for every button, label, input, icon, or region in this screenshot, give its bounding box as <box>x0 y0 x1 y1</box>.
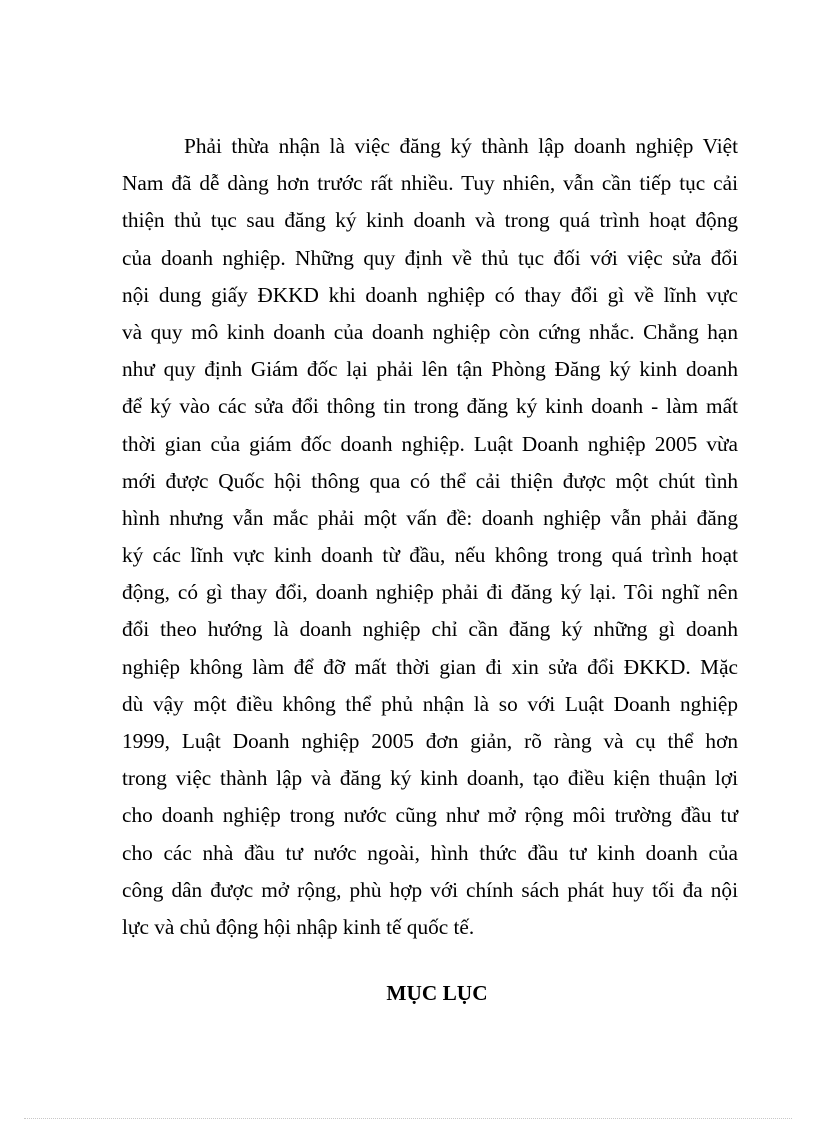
page-bottom-divider <box>24 1118 792 1119</box>
paragraph-line: công dân được mở rộng, phù hợp với chính sách phát huy tối đa nội <box>122 877 738 902</box>
paragraph-line: ký các lĩnh vực kinh doanh từ đầu, nếu không trong quá trình hoạt <box>122 543 738 568</box>
paragraph-line: 1999, Luật Doanh nghiệp 2005 đơn giản, rõ ràng và cụ thể hơn <box>122 729 738 753</box>
toc-heading: MỤC LỤC <box>386 981 488 1005</box>
paragraph-line: để ký vào các sửa đổi thông tin trong đăng ký kinh doanh - làm mất <box>122 394 738 419</box>
paragraph-line: hình nhưng vẫn mắc phải một vấn đề: doanh nghiệp vẫn phải đăng <box>122 505 738 530</box>
paragraph-line: thiện thủ tục sau đăng ký kinh doanh và trong quá trình hoạt động <box>122 208 738 233</box>
paragraph-line: lực và chủ động hội nhập kinh tế quốc tế. <box>122 914 475 939</box>
body-paragraph <box>122 128 738 946</box>
paragraph-line: nghiệp không làm để đỡ mất thời gian đi xin sửa đổi ĐKKD. Mặc <box>122 654 738 679</box>
paragraph-line: và quy mô kinh doanh của doanh nghiệp còn cứng nhắc. Chẳng hạn <box>122 319 738 344</box>
paragraph-line: động, có gì thay đổi, doanh nghiệp phải đi đăng ký lại. Tôi nghĩ nên <box>122 580 738 605</box>
paragraph-line: cho các nhà đầu tư nước ngoài, hình thức đầu tư kinh doanh của <box>122 840 738 865</box>
paragraph-line: Nam đã dễ dàng hơn trước rất nhiều. Tuy nhiên, vẫn cần tiếp tục cải <box>122 171 738 196</box>
paragraph-line: dù vậy một điều không thể phủ nhận là so với Luật Doanh nghiệp <box>122 691 738 716</box>
paragraph-line: như quy định Giám đốc lại phải lên tận Phòng Đăng ký kinh doanh <box>122 357 738 382</box>
paragraph-line: của doanh nghiệp. Những quy định về thủ tục đối với việc sửa đổi <box>122 245 738 270</box>
paragraph-line: đổi theo hướng là doanh nghiệp chỉ cần đăng ký những gì doanh <box>122 617 738 642</box>
paragraph-line: mới được Quốc hội thông qua có thể cải thiện được một chút tình <box>122 468 738 493</box>
paragraph-line: nội dung giấy ĐKKD khi doanh nghiệp có thay đổi gì về lĩnh vực <box>122 282 738 307</box>
paragraph-line: thời gian của giám đốc doanh nghiệp. Luật Doanh nghiệp 2005 vừa <box>122 431 738 456</box>
paragraph-line: cho doanh nghiệp trong nước cũng như mở rộng môi trường đầu tư <box>122 803 738 828</box>
paragraph-line: trong việc thành lập và đăng ký kinh doanh, tạo điều kiện thuận lợi <box>122 766 738 791</box>
paragraph-line: Phải thừa nhận là việc đăng ký thành lập doanh nghiệp Việt <box>184 134 738 158</box>
